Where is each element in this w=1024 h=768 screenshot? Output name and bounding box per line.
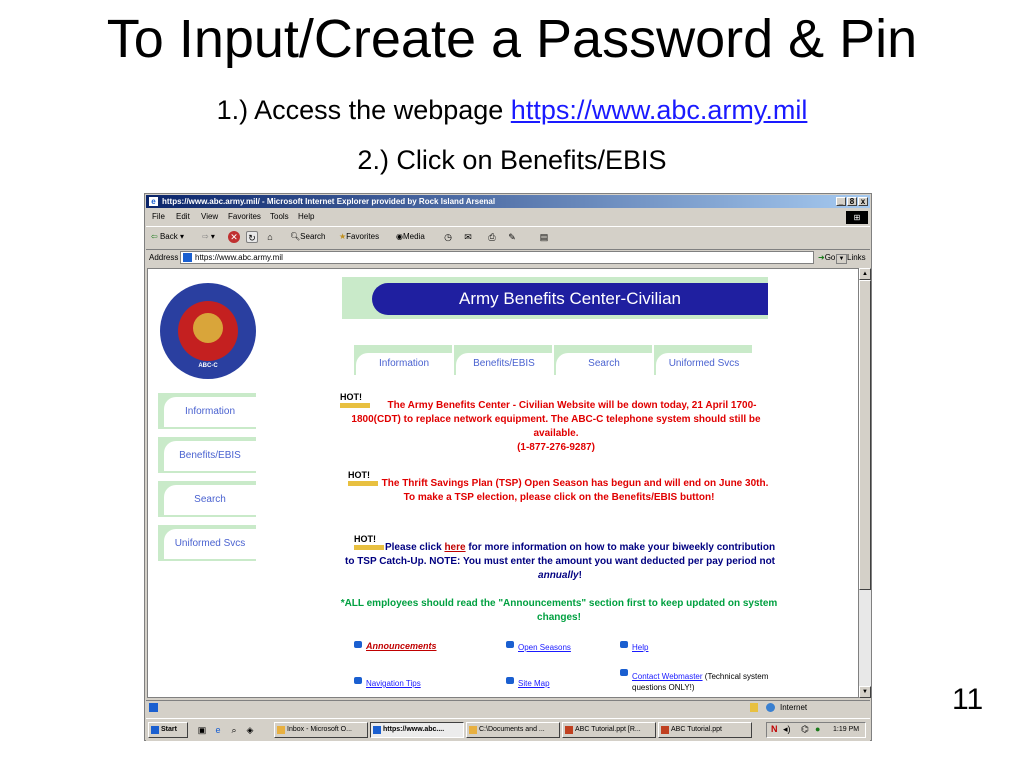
task-documents-label: C:\Documents and ... xyxy=(479,726,545,733)
task-browser-label: https://www.abc.... xyxy=(383,726,445,733)
task-ppt-1-label: ABC Tutorial.ppt [R... xyxy=(575,726,641,733)
step-2: 2.) Click on Benefits/EBIS xyxy=(357,145,667,175)
history-icon[interactable]: ◷ xyxy=(444,232,452,242)
slide-number: 11 xyxy=(952,683,984,716)
browser-window xyxy=(144,193,872,741)
start-button[interactable] xyxy=(148,722,188,738)
status-bar xyxy=(146,700,870,715)
tray-app-icon[interactable]: ● xyxy=(815,724,821,734)
forward-button[interactable]: ⇨ ▾ xyxy=(202,232,215,241)
menu-file[interactable]: File xyxy=(152,212,165,221)
here-link[interactable]: here xyxy=(444,542,466,553)
media-label: Media xyxy=(402,232,425,241)
announcement-read-first: *ALL employees should read the "Announcements" section first to keep updated on system changes! xyxy=(340,598,778,623)
back-label: Back xyxy=(159,232,178,241)
side-nav-search-label: Search xyxy=(164,485,256,515)
security-zone: Internet xyxy=(780,703,808,712)
powerpoint-icon xyxy=(661,726,669,734)
mail-icon[interactable]: ✉ xyxy=(464,232,472,242)
minimize-button[interactable]: _ xyxy=(836,197,846,206)
system-tray xyxy=(766,722,866,738)
home-icon[interactable]: ⌂ xyxy=(267,232,273,242)
navigation-tips-link[interactable]: Navigation Tips xyxy=(366,679,421,688)
task-ppt-2[interactable] xyxy=(658,722,752,738)
task-inbox[interactable] xyxy=(274,722,368,738)
outlook-icon xyxy=(277,726,285,734)
menu-bar xyxy=(146,210,870,224)
scroll-down-icon[interactable]: ▼ xyxy=(859,686,871,698)
banner-title: Army Benefits Center-Civilian xyxy=(372,283,768,315)
task-documents[interactable] xyxy=(466,722,560,738)
close-button[interactable]: x xyxy=(858,197,868,206)
side-nav-information-label: Information xyxy=(164,397,256,427)
page-content xyxy=(147,268,859,698)
hot-label: HOT! xyxy=(348,470,370,480)
scroll-up-icon[interactable]: ▲ xyxy=(859,268,871,280)
forward-arrow-icon: ⇨ xyxy=(202,232,209,241)
address-bar xyxy=(146,250,870,266)
tab-uniformed-svcs[interactable] xyxy=(654,345,752,375)
back-button[interactable]: ⇦ Back ▾ xyxy=(151,232,184,241)
site-banner xyxy=(342,277,768,319)
announcement-site-down-text: The Army Benefits Center - Civilian Website will be down today, 21 April 1700-1800(CDT) to replace network equipment. The ABC-C telephone system should still be available. xyxy=(351,400,761,439)
side-nav-uniformed-svcs[interactable] xyxy=(158,525,256,561)
contact-webmaster-link[interactable]: Contact Webmaster xyxy=(632,672,703,681)
catch-up-emphasis: annually xyxy=(538,570,579,581)
start-label: Start xyxy=(161,726,177,733)
open-seasons-link[interactable]: Open Seasons xyxy=(518,643,571,652)
task-browser[interactable] xyxy=(370,722,464,738)
chevron-down-icon[interactable]: ▼ xyxy=(836,254,847,264)
media-icon: ◉ xyxy=(396,232,403,241)
task-inbox-label: Inbox - Microsoft O... xyxy=(287,726,352,733)
back-arrow-icon: ⇦ xyxy=(151,232,158,241)
tab-uniformed-svcs-label: Uniformed Svcs xyxy=(656,353,752,375)
menu-edit[interactable]: Edit xyxy=(176,212,190,221)
page-icon xyxy=(183,253,192,262)
hot-label: HOT! xyxy=(340,392,362,402)
favorites-button[interactable] xyxy=(339,232,379,241)
app-icon[interactable]: ◈ xyxy=(246,725,254,735)
windows-flag-icon: ⊞ xyxy=(846,211,868,224)
search-button[interactable] xyxy=(290,232,326,241)
abc-c-logo xyxy=(160,283,256,379)
side-nav-information[interactable] xyxy=(158,393,256,429)
contact-webmaster xyxy=(632,671,772,693)
bullet-icon xyxy=(620,669,628,676)
clock: 1:19 PM xyxy=(833,726,860,733)
links-button[interactable]: Links xyxy=(847,253,866,262)
hot-label: HOT! xyxy=(354,534,376,544)
go-label: Go xyxy=(824,253,836,262)
favorites-icon: ★ xyxy=(339,232,347,241)
vertical-scrollbar[interactable] xyxy=(859,268,871,698)
tab-benefits-ebis-label: Benefits/EBIS xyxy=(456,353,552,375)
address-value: https://www.abc.army.mil xyxy=(195,253,283,262)
announcements-link[interactable]: Announcements xyxy=(366,641,437,651)
announcement-tsp-catch-up xyxy=(340,541,780,583)
announcement-phone: (1-877-276-9287) xyxy=(517,442,595,453)
taskbar xyxy=(146,718,870,741)
ie-icon[interactable]: e xyxy=(215,725,221,735)
step-1-url-link[interactable]: https://www.abc.army.mil xyxy=(510,95,808,125)
bullet-icon xyxy=(506,641,514,648)
menu-view[interactable]: View xyxy=(201,212,219,221)
task-ppt-1[interactable] xyxy=(562,722,656,738)
lock-icon xyxy=(750,703,758,712)
search-label: Search xyxy=(300,232,326,241)
site-map-link[interactable]: Site Map xyxy=(518,679,550,688)
tray-n-icon[interactable]: N xyxy=(771,724,778,734)
page-status-icon xyxy=(149,703,158,712)
window-title: https://www.abc.army.mil/ - Microsoft Internet Explorer provided by Rock Island Arsenal xyxy=(162,197,496,206)
side-nav-search[interactable] xyxy=(158,481,256,517)
scroll-thumb[interactable] xyxy=(859,280,871,590)
tab-search[interactable] xyxy=(554,345,652,375)
catch-up-text-1: Please click xyxy=(384,542,445,553)
tab-search-label: Search xyxy=(556,353,652,375)
favorites-label: Favorites xyxy=(346,232,380,241)
logo-text: ABC-C xyxy=(198,363,218,369)
tab-information-label: Information xyxy=(356,353,452,375)
bullet-icon xyxy=(620,641,628,648)
announcement-site-down xyxy=(334,399,778,455)
catch-up-text-3: ! xyxy=(578,570,582,581)
menu-help[interactable]: Help xyxy=(298,212,315,221)
bullet-icon xyxy=(506,677,514,684)
address-label: Address xyxy=(149,253,179,262)
search-icon: 🔍︎ xyxy=(290,232,301,241)
ie-icon xyxy=(373,726,381,734)
folder-icon xyxy=(469,726,477,734)
maximize-button[interactable]: 8 xyxy=(847,197,857,206)
powerpoint-icon xyxy=(565,726,573,734)
network-icon[interactable]: ⌬ xyxy=(801,724,809,734)
step-1-text: 1.) Access the webpage xyxy=(216,95,511,125)
desktop-icon[interactable]: ▣ xyxy=(197,725,207,735)
menu-favorites[interactable]: Favorites xyxy=(228,212,261,221)
tab-information[interactable] xyxy=(354,345,452,375)
side-nav-uniformed-svcs-label: Uniformed Svcs xyxy=(164,529,256,559)
side-nav-benefits-ebis-label: Benefits/EBIS xyxy=(164,441,256,471)
title-bar xyxy=(146,195,870,208)
tab-benefits-ebis[interactable] xyxy=(454,345,552,375)
menu-tools[interactable]: Tools xyxy=(270,212,289,221)
globe-icon xyxy=(766,703,775,712)
bullet-icon xyxy=(354,677,362,684)
stop-icon[interactable]: ✕ xyxy=(228,231,240,243)
search-icon[interactable]: ⌕ xyxy=(231,725,237,735)
toolbar xyxy=(146,226,870,250)
go-arrow-icon: ➜ xyxy=(818,253,825,262)
task-ppt-2-label: ABC Tutorial.ppt xyxy=(671,726,722,733)
ie-icon: e xyxy=(149,197,158,206)
media-button[interactable] xyxy=(396,232,425,241)
print-icon[interactable]: ⎙ xyxy=(488,232,496,242)
side-nav-benefits-ebis[interactable] xyxy=(158,437,256,473)
announcement-tsp-open-season: The Thrift Savings Plan (TSP) Open Season has begun and will end on June 30th. To make a TSP election, please click on the Benefits/EBIS button! xyxy=(381,478,769,503)
windows-flag-icon xyxy=(151,726,159,734)
bullet-icon xyxy=(354,641,362,648)
catch-up-text-2: for more information on how to make your biweekly contribution to TSP Catch-Up. NOTE: You must enter the amount you want deducted per pay period not xyxy=(344,542,776,567)
go-button[interactable] xyxy=(818,253,835,262)
slide-title: To Input/Create a Password & Pin xyxy=(106,9,918,69)
discuss-icon[interactable]: ▤ xyxy=(539,232,549,242)
volume-icon[interactable]: ◂) xyxy=(783,724,791,734)
help-link[interactable]: Help xyxy=(632,643,649,652)
webmaster-note: (Technical system questions ONLY!) xyxy=(632,672,769,692)
logo-emblem xyxy=(193,313,223,343)
step-1 xyxy=(0,95,1024,126)
edit-icon[interactable]: ✎ xyxy=(508,232,516,242)
refresh-icon[interactable]: ↻ xyxy=(246,231,258,243)
